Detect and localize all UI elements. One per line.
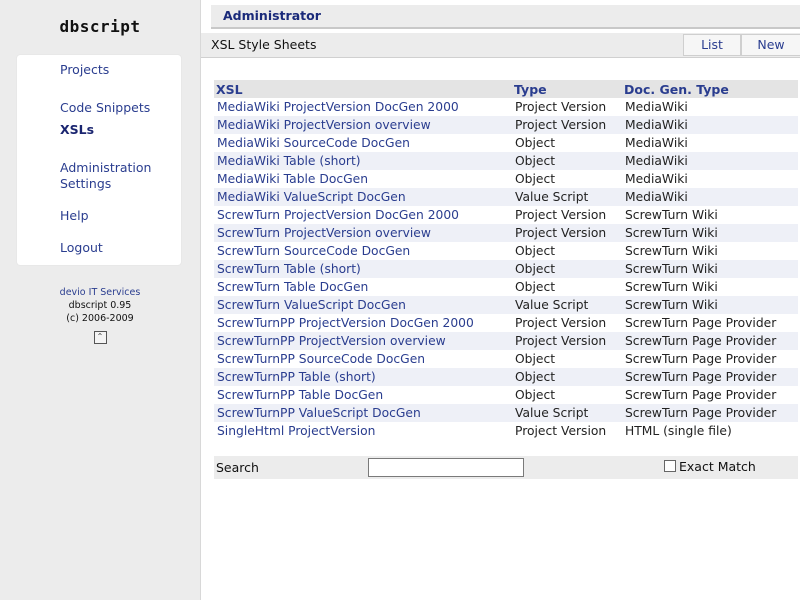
type-cell: Project Version bbox=[515, 424, 607, 438]
doc-gen-type-cell: ScrewTurn Page Provider bbox=[625, 352, 777, 366]
doc-gen-type-cell: MediaWiki bbox=[625, 100, 688, 114]
table-row[interactable] bbox=[214, 314, 798, 332]
scroll-to-top-icon[interactable]: ⌃ bbox=[94, 331, 107, 344]
xsl-link[interactable]: ScrewTurn SourceCode DocGen bbox=[217, 244, 411, 258]
doc-gen-type-cell: ScrewTurn Wiki bbox=[625, 244, 718, 258]
version-text: dbscript 0.95 bbox=[68, 300, 132, 311]
sidebar bbox=[0, 0, 200, 600]
column-header-doc-gen-type[interactable]: Doc. Gen. Type bbox=[622, 80, 798, 98]
search-label: Search bbox=[216, 460, 259, 475]
type-cell: Project Version bbox=[515, 208, 607, 222]
doc-gen-type-cell: MediaWiki bbox=[622, 152, 798, 170]
type-cell: Object bbox=[515, 136, 556, 150]
main-content bbox=[200, 0, 800, 600]
xsl-cell bbox=[214, 386, 512, 404]
type-cell: Object bbox=[515, 388, 556, 402]
xsl-link[interactable]: MediaWiki ProjectVersion overview bbox=[217, 118, 431, 132]
exact-match-option[interactable] bbox=[664, 459, 756, 474]
doc-gen-type-cell: HTML (single file) bbox=[625, 424, 732, 438]
xsl-link[interactable]: ScrewTurn ProjectVersion DocGen 2000 bbox=[217, 208, 459, 222]
type-cell: Project Version bbox=[515, 100, 607, 114]
list-button[interactable]: List bbox=[683, 34, 741, 56]
table-row[interactable] bbox=[214, 170, 798, 188]
xsl-cell bbox=[214, 206, 512, 224]
copyright-text: (c) 2006-2009 bbox=[66, 313, 134, 324]
xsl-cell bbox=[214, 332, 512, 350]
doc-gen-type-cell: ScrewTurn Wiki bbox=[622, 260, 798, 278]
sidebar-item-logout[interactable]: Logout bbox=[60, 240, 103, 255]
table-row[interactable] bbox=[214, 98, 798, 116]
xsl-cell bbox=[214, 422, 512, 440]
xsl-cell bbox=[214, 314, 512, 332]
xsl-link[interactable]: MediaWiki ValueScript DocGen bbox=[217, 190, 406, 204]
doc-gen-type-cell: ScrewTurn Wiki bbox=[622, 224, 798, 242]
table-row[interactable] bbox=[214, 242, 798, 260]
table-row[interactable] bbox=[214, 296, 798, 314]
type-cell: Value Script bbox=[512, 404, 622, 422]
table-row[interactable] bbox=[214, 422, 798, 440]
xsl-cell bbox=[214, 404, 512, 422]
type-cell: Object bbox=[512, 368, 622, 386]
column-header-type[interactable]: Type bbox=[512, 80, 622, 98]
xsl-link[interactable]: MediaWiki ProjectVersion DocGen 2000 bbox=[217, 100, 459, 114]
xsl-link[interactable]: ScrewTurnPP SourceCode DocGen bbox=[217, 352, 426, 366]
xsl-cell bbox=[214, 152, 512, 170]
doc-gen-type-cell: ScrewTurn Page Provider bbox=[625, 316, 777, 330]
xsl-cell bbox=[214, 170, 512, 188]
sidebar-item-projects[interactable]: Projects bbox=[60, 62, 110, 77]
xsl-cell bbox=[214, 350, 512, 368]
type-cell: Project Version bbox=[512, 332, 622, 350]
checkbox-icon[interactable] bbox=[664, 460, 676, 472]
xsl-link[interactable]: ScrewTurn ProjectVersion overview bbox=[217, 226, 431, 240]
sidebar-item-code-snippets[interactable]: Code Snippets bbox=[60, 100, 151, 115]
xsl-link[interactable]: ScrewTurnPP Table (short) bbox=[217, 370, 376, 384]
doc-gen-type-cell: ScrewTurn Wiki bbox=[622, 296, 798, 314]
xsl-link[interactable]: MediaWiki SourceCode DocGen bbox=[217, 136, 410, 150]
xsl-cell bbox=[214, 260, 512, 278]
table-row[interactable] bbox=[214, 350, 798, 368]
xsl-cell bbox=[214, 368, 512, 386]
xsl-cell bbox=[214, 116, 512, 134]
xsl-link[interactable]: ScrewTurn ValueScript DocGen bbox=[217, 298, 406, 312]
search-input[interactable] bbox=[368, 458, 524, 477]
table-row[interactable] bbox=[214, 152, 798, 170]
company-link[interactable]: devio IT Services bbox=[59, 287, 141, 298]
table-row[interactable] bbox=[214, 404, 798, 422]
search-bar bbox=[214, 456, 798, 479]
table-row[interactable] bbox=[214, 332, 798, 350]
doc-gen-type-cell: MediaWiki bbox=[625, 172, 688, 186]
table-row[interactable] bbox=[214, 386, 798, 404]
table-row[interactable] bbox=[214, 134, 798, 152]
table-row[interactable] bbox=[214, 206, 798, 224]
xsl-link[interactable]: ScrewTurn Table DocGen bbox=[217, 280, 369, 294]
table-row[interactable] bbox=[214, 116, 798, 134]
sidebar-item-xsls[interactable]: XSLs bbox=[60, 122, 95, 137]
exact-match-label: Exact Match bbox=[679, 459, 756, 474]
doc-gen-type-cell: MediaWiki bbox=[622, 188, 798, 206]
type-cell: Project Version bbox=[512, 116, 622, 134]
type-cell: Project Version bbox=[515, 316, 607, 330]
doc-gen-type-cell: ScrewTurn Page Provider bbox=[622, 332, 798, 350]
doc-gen-type-cell: ScrewTurn Page Provider bbox=[622, 368, 798, 386]
xsl-cell bbox=[214, 242, 512, 260]
xsl-link[interactable]: ScrewTurnPP Table DocGen bbox=[217, 388, 384, 402]
doc-gen-type-cell: MediaWiki bbox=[622, 116, 798, 134]
type-cell: Value Script bbox=[512, 296, 622, 314]
sidebar-item-help[interactable]: Help bbox=[60, 208, 89, 223]
type-cell: Project Version bbox=[512, 224, 622, 242]
xsl-cell bbox=[214, 296, 512, 314]
type-cell: Object bbox=[515, 280, 556, 294]
table-row[interactable] bbox=[214, 224, 798, 242]
user-bar bbox=[211, 5, 800, 29]
type-cell: Object bbox=[515, 352, 556, 366]
doc-gen-type-cell: MediaWiki bbox=[625, 136, 688, 150]
xsl-link[interactable]: ScrewTurnPP ProjectVersion overview bbox=[217, 334, 446, 348]
xsl-cell bbox=[214, 278, 512, 296]
xsl-cell bbox=[214, 98, 512, 116]
sidebar-item-administration-settings[interactable]: Administration Settings bbox=[60, 160, 152, 191]
type-cell: Object bbox=[512, 152, 622, 170]
xsl-cell bbox=[214, 188, 512, 206]
table-header-row bbox=[214, 80, 798, 98]
doc-gen-type-cell: ScrewTurn Wiki bbox=[625, 208, 718, 222]
xsl-link[interactable]: ScrewTurn Table (short) bbox=[217, 262, 361, 276]
app-logo: dbscript bbox=[59, 17, 141, 36]
table-row[interactable] bbox=[214, 188, 798, 206]
xsl-link[interactable]: MediaWiki Table DocGen bbox=[217, 172, 369, 186]
doc-gen-type-cell: ScrewTurn Wiki bbox=[625, 280, 718, 294]
xsl-link[interactable]: SingleHtml ProjectVersion bbox=[217, 424, 376, 438]
xsl-link[interactable]: ScrewTurnPP ProjectVersion DocGen 2000 bbox=[217, 316, 474, 330]
xsl-cell bbox=[214, 134, 512, 152]
type-cell: Value Script bbox=[512, 188, 622, 206]
page-title: XSL Style Sheets bbox=[211, 37, 317, 52]
xsl-cell bbox=[214, 224, 512, 242]
table-row[interactable] bbox=[214, 278, 798, 296]
table-row[interactable] bbox=[214, 260, 798, 278]
xsl-link[interactable]: ScrewTurnPP ValueScript DocGen bbox=[217, 406, 421, 420]
doc-gen-type-cell: ScrewTurn Page Provider bbox=[625, 388, 777, 402]
type-cell: Object bbox=[515, 172, 556, 186]
user-name: Administrator bbox=[223, 8, 321, 23]
type-cell: Object bbox=[515, 244, 556, 258]
page-title-bar bbox=[201, 33, 800, 58]
type-cell: Object bbox=[512, 260, 622, 278]
xsl-link[interactable]: MediaWiki Table (short) bbox=[217, 154, 361, 168]
sidebar-footer bbox=[0, 286, 200, 344]
xsl-table bbox=[214, 80, 798, 440]
table-row[interactable] bbox=[214, 368, 798, 386]
sidebar-nav bbox=[17, 55, 181, 265]
column-header-xsl[interactable]: XSL bbox=[214, 80, 512, 98]
new-button[interactable]: New bbox=[741, 34, 800, 56]
doc-gen-type-cell: ScrewTurn Page Provider bbox=[622, 404, 798, 422]
